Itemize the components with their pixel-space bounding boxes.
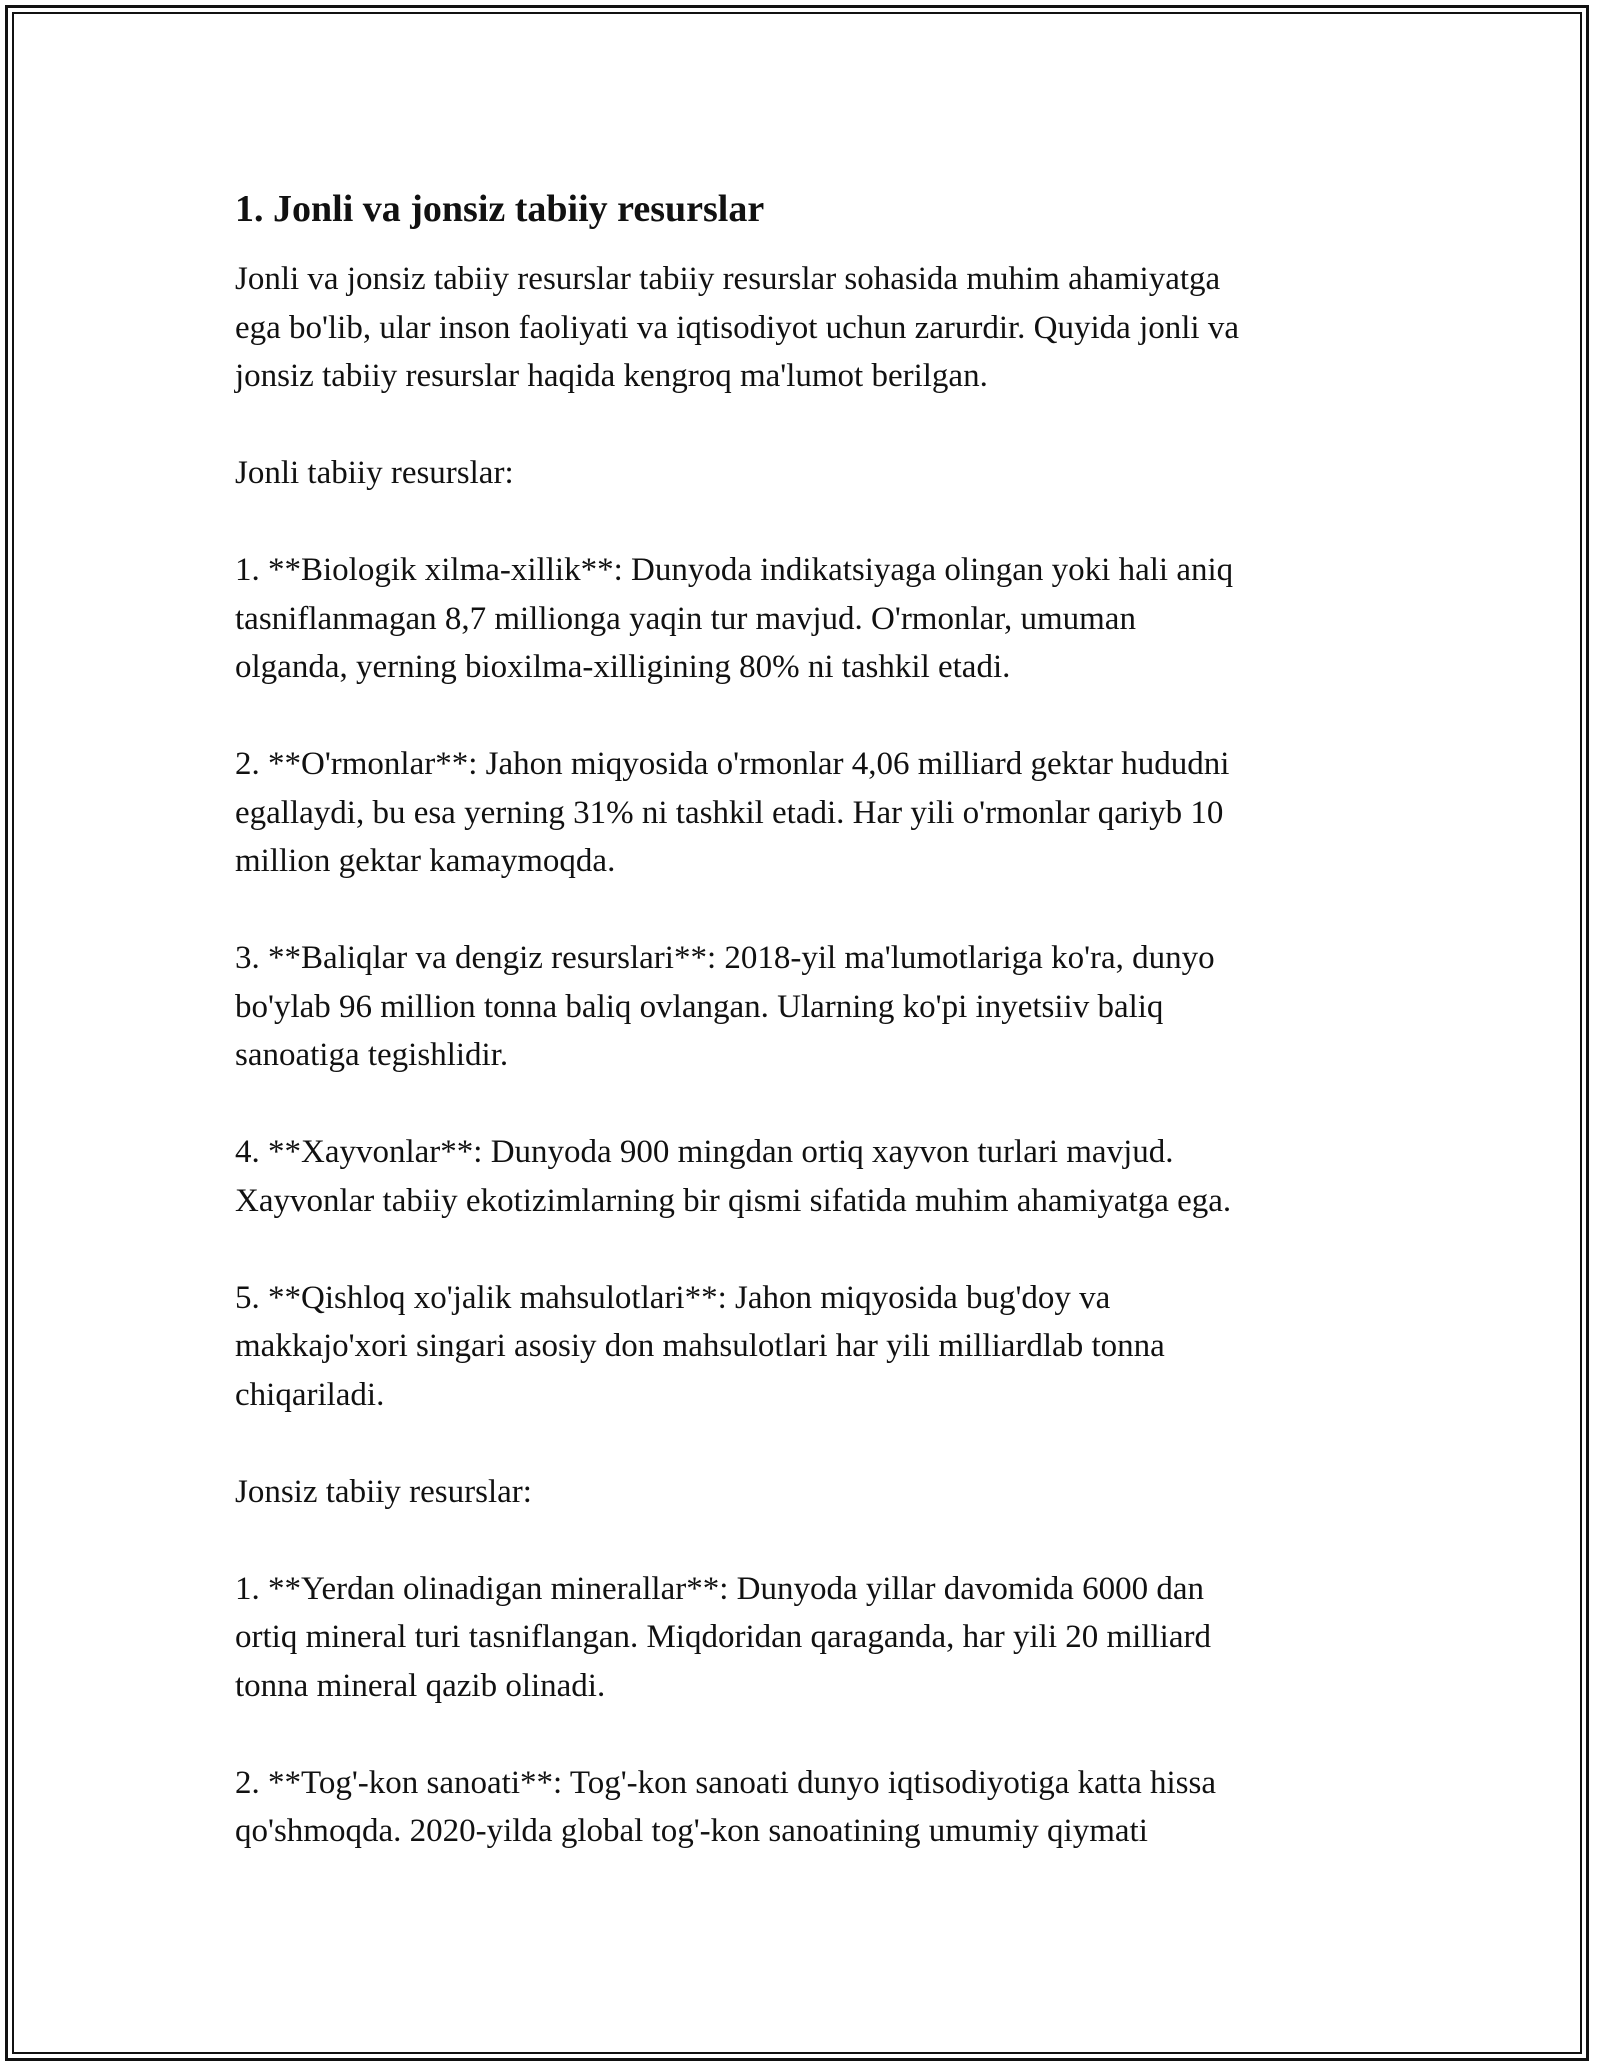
section-heading: 1. Jonli va jonsiz tabiiy resurslar xyxy=(235,188,765,230)
nonliving-resources-title: Jonsiz tabiiy resurslar: xyxy=(235,1473,532,1510)
list-item: 2. **O'rmonlar**: Jahon miqyosida o'rmonlar 4,06 milliard gektar hududni egallaydi, bu esa yerning 31% ni tashkil etadi. Har yili o'rmonlar qariyb 10 million gektar kamaymoqda. xyxy=(235,746,1230,879)
list-item: 1. **Yerdan olinadigan minerallar**: Dunyoda yillar davomida 6000 dan ortiq mineral turi tasniflangan. Miqdoridan qaraganda, har yili 20 milliard tonna mineral qazib olinadi. xyxy=(235,1570,1211,1704)
document-body xyxy=(235,185,1365,1856)
intro-paragraph: Jonli va jonsiz tabiiy resurslar tabiiy resurslar sohasida muhim ahamiyatga ega bo'lib, ular inson faoliyati va iqtisodiyot uchun zarurdir. Quyida jonli va jonsiz tabiiy resurslar haqida kengroq ma'lumot berilgan. xyxy=(235,261,1239,394)
list-item: 5. **Qishloq xo'jalik mahsulotlari**: Jahon miqyosida bug'doy va makkajo'xori singari asosiy don mahsulotlari har yili milliardlab tonna chiqariladi. xyxy=(235,1279,1165,1413)
list-item: 1. **Biologik xilma-xillik**: Dunyoda indikatsiyaga olingan yoki hali aniq tasniflanmagan 8,7 millionga yaqin tur mavjud. O'rmonlar, umuman olganda, yerning bioxilma-xilligining 80% ni tashkil etadi. xyxy=(235,552,1234,685)
list-item: 4. **Xayvonlar**: Dunyoda 900 mingdan ortiq xayvon turlari mavjud. Xayvonlar tabiiy ekotizimlarning bir qismi sifatida muhim ahamiyatga ega. xyxy=(235,1134,1232,1219)
living-resources-title: Jonli tabiiy resurslar: xyxy=(235,455,514,491)
list-item: 3. **Baliqlar va dengiz resurslari**: 2018-yil ma'lumotlariga ko'ra, dunyo bo'ylab 96 million tonna baliq ovlangan. Ularning ko'pi inyetsiiv baliq sanoatiga tegishlidir. xyxy=(235,940,1215,1073)
list-item: 2. **Tog'-kon sanoati**: Tog'-kon sanoati dunyo iqtisodiyotiga katta hissa qo'shmoqda. 2020-yilda global tog'-kon sanoatining umumiy qiymati xyxy=(235,1764,1216,1849)
